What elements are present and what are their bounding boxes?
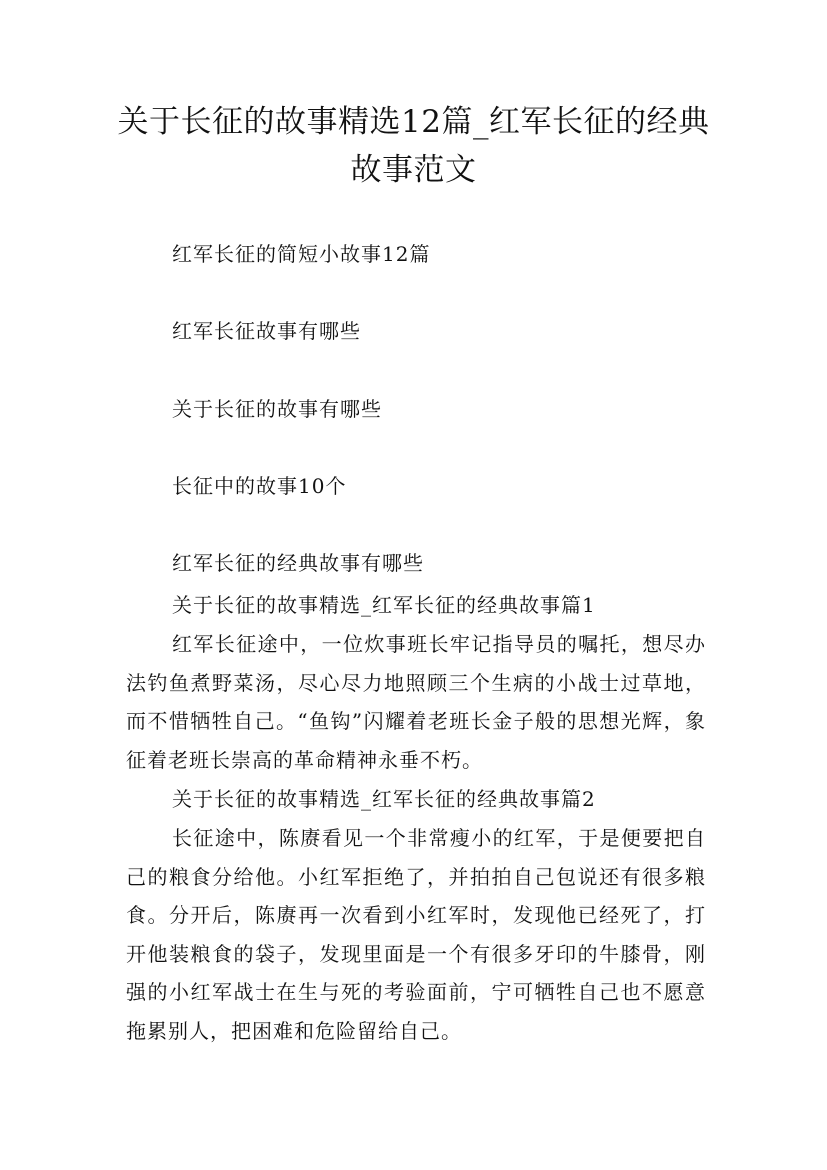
- section-heading: 关于长征的故事精选_红军长征的经典故事篇1: [172, 593, 596, 617]
- section-heading: 关于长征的故事精选_红军长征的经典故事篇2: [172, 787, 596, 811]
- toc-item: 长征中的故事10个: [172, 474, 347, 498]
- toc-item: 关于长征的故事有哪些: [172, 397, 382, 421]
- section-paragraph: 长征途中，陈赓看见一个非常瘦小的红军，于是便要把自己的粮食分给他。小红军拒绝了，并拍拍自己包说还有很多粮食。分开后，陈赓再一次看到小红军时，发现他已经死了，打开他装粮食的袋子，发现里面是一个有很多牙印的牛膝骨，刚强的小红军战士在生与死的考验面前，宁可牺牲自己也不愿意拖累别人，把困难和危险留给自己。: [126, 826, 706, 1043]
- toc-item: 红军长征的简短小故事12篇: [172, 242, 431, 266]
- title-line-1: 关于长征的故事精选12篇_红军长征的经典: [117, 104, 710, 140]
- toc-item: 红军长征故事有哪些: [172, 319, 361, 343]
- document-title: [0, 98, 827, 194]
- section-paragraph: 红军长征途中，一位炊事班长牢记指导员的嘱托，想尽办法钓鱼煮野菜汤，尽心尽力地照顾三个生病的小战士过草地，而不惜牺牲自己。“鱼钩”闪耀着老班长金子般的思想光辉，象征着老班长崇高的革命精神永垂不朽。: [126, 632, 706, 772]
- toc-item: 红军长征的经典故事有哪些: [172, 551, 424, 575]
- title-line-2: 故事范文: [350, 152, 477, 188]
